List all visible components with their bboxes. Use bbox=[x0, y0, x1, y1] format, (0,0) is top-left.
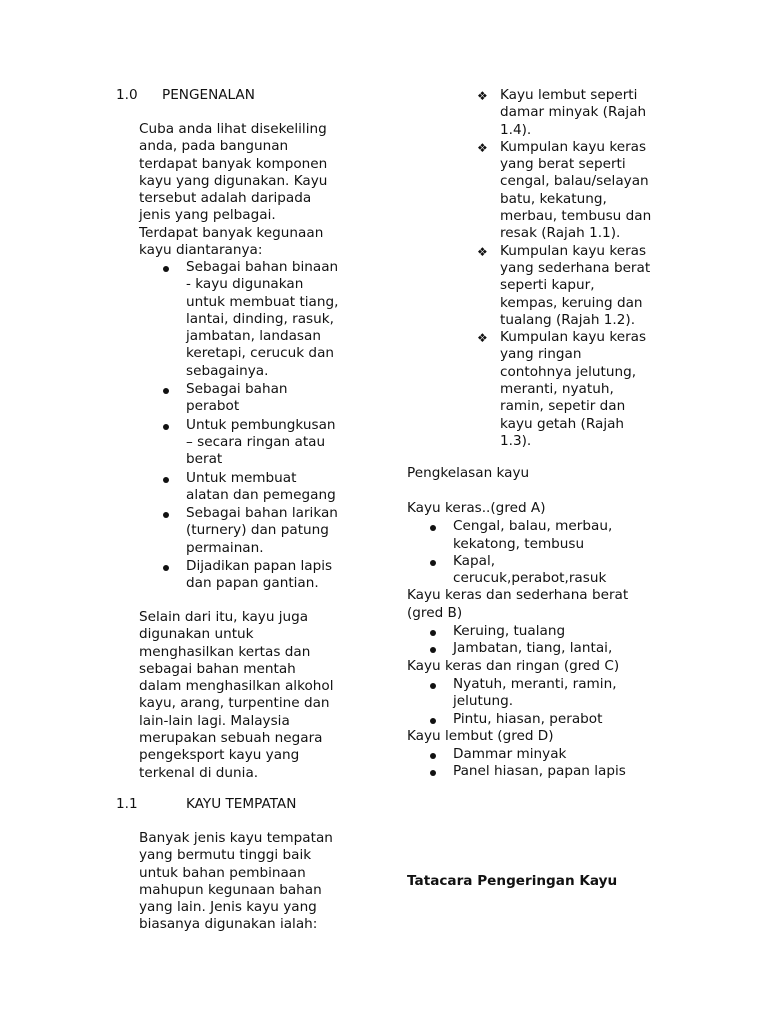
text-line: 1.3). bbox=[500, 432, 532, 449]
text-line: kayu, arang, turpentine dan bbox=[139, 695, 330, 712]
list-item bbox=[477, 87, 685, 139]
text-line: ramin, sepetir dan bbox=[500, 398, 626, 415]
text-line: permainan. bbox=[186, 539, 264, 556]
section-heading-pengenalan bbox=[116, 87, 255, 104]
text-line: sebagai bahan mentah bbox=[139, 660, 296, 677]
bullet-icon bbox=[163, 477, 169, 483]
grade-items bbox=[407, 518, 687, 587]
text-line: jelutung. bbox=[453, 693, 514, 710]
text-line: kayu diantaranya: bbox=[139, 242, 263, 259]
list-item bbox=[477, 242, 685, 329]
list-item bbox=[453, 746, 687, 763]
text-line: Banyak jenis kayu tempatan bbox=[139, 830, 333, 846]
text-line: kempas, keruing dan bbox=[500, 294, 643, 311]
text-line: Terdapat banyak kegunaan bbox=[139, 224, 324, 241]
list-item bbox=[453, 623, 687, 640]
text-line: kayu yang digunakan. Kayu bbox=[139, 172, 328, 189]
list-item bbox=[453, 518, 687, 553]
text-line: yang bermutu tinggi baik bbox=[139, 847, 312, 864]
list-item bbox=[186, 505, 386, 557]
text-line: pengeksport kayu yang bbox=[139, 747, 300, 764]
text-line: Keruing, tualang bbox=[453, 623, 566, 640]
bullet-icon bbox=[163, 424, 169, 430]
text-line: tualang (Rajah 1.2). bbox=[500, 311, 636, 328]
text-line: Kumpulan kayu keras bbox=[500, 242, 647, 259]
text-line: untuk bahan pembinaan bbox=[139, 864, 306, 881]
bullet-icon bbox=[430, 770, 436, 776]
list-item bbox=[453, 763, 687, 780]
text-line: untuk membuat tiang, bbox=[186, 293, 339, 310]
text-line: lain-lain lagi. Malaysia bbox=[139, 712, 290, 729]
text-line: yang ringan bbox=[500, 346, 582, 363]
text-line: mahupun kegunaan bahan bbox=[139, 881, 322, 898]
grade-items bbox=[407, 623, 687, 658]
text-line: kekatong, tembusu bbox=[453, 535, 585, 552]
uses-list bbox=[186, 259, 386, 593]
list-item bbox=[186, 470, 386, 505]
bullet-icon bbox=[163, 266, 169, 272]
intro-paragraph bbox=[139, 121, 379, 259]
list-item bbox=[453, 711, 687, 728]
section-number: 1.1 bbox=[116, 796, 138, 812]
bullet-icon bbox=[430, 683, 436, 689]
diamond-bullet-icon: ❖ bbox=[477, 331, 488, 346]
text-line: dan papan gantian. bbox=[186, 575, 319, 592]
text-line: anda, pada bangunan bbox=[139, 138, 289, 155]
text-line: yang sederhana berat bbox=[500, 259, 651, 276]
bullet-icon bbox=[430, 753, 436, 759]
bullet-icon bbox=[430, 718, 436, 724]
grade-title: Kayu keras..(gred A) bbox=[407, 500, 546, 516]
text-line: meranti, nyatuh, bbox=[500, 381, 614, 398]
text-line: Kayu lembut seperti bbox=[500, 87, 638, 103]
text-line: seperti kapur, bbox=[500, 277, 595, 294]
text-line: Dijadikan papan lapis bbox=[186, 558, 333, 575]
text-line: Kumpulan kayu keras bbox=[500, 329, 647, 346]
list-item bbox=[453, 676, 687, 711]
text-line: Sebagai bahan bbox=[186, 381, 288, 398]
text-line: cengal, balau/selayan bbox=[500, 173, 649, 190]
text-line: Kapal, bbox=[453, 552, 496, 569]
text-line: Pintu, hiasan, perabot bbox=[453, 710, 603, 727]
list-item bbox=[477, 138, 685, 243]
text-line: merbau, tembusu dan bbox=[500, 208, 652, 225]
text-line: berat bbox=[186, 451, 223, 468]
text-line: resak (Rajah 1.1). bbox=[500, 225, 621, 242]
text-line: 1.4). bbox=[500, 121, 532, 138]
text-line: tersebut adalah daripada bbox=[139, 190, 312, 207]
list-item bbox=[186, 381, 386, 416]
bullet-icon bbox=[430, 630, 436, 636]
text-line: jambatan, landasan bbox=[186, 328, 321, 345]
text-line: biasanya digunakan ialah: bbox=[139, 916, 318, 933]
diamond-bullet-icon: ❖ bbox=[477, 140, 488, 155]
list-item bbox=[186, 558, 386, 593]
list-item bbox=[186, 259, 386, 380]
list-item bbox=[453, 640, 687, 657]
text-line: Nyatuh, meranti, ramin, bbox=[453, 675, 617, 692]
text-line: Dammar minyak bbox=[453, 746, 567, 763]
text-line: - kayu digunakan bbox=[186, 276, 304, 293]
text-line: terkenal di dunia. bbox=[139, 764, 259, 781]
grade-title: Kayu keras dan ringan (gred C) bbox=[407, 657, 620, 674]
diamond-bullet-icon: ❖ bbox=[477, 244, 488, 259]
diamond-bullet-icon: ❖ bbox=[477, 89, 488, 103]
section-number: 1.0 bbox=[116, 87, 138, 103]
text-line: Cuba anda lihat disekeliling bbox=[139, 121, 327, 137]
text-line: Sebagai bahan larikan bbox=[186, 505, 338, 522]
text-line: cerucuk,perabot,rasuk bbox=[453, 570, 607, 587]
text-line: Kumpulan kayu keras bbox=[500, 138, 647, 155]
section-heading-kayu-tempatan bbox=[116, 796, 296, 813]
text-line: yang lain. Jenis kayu yang bbox=[139, 899, 317, 916]
text-line: (turnery) dan patung bbox=[186, 522, 329, 539]
kayu-tempatan-paragraph bbox=[139, 830, 379, 934]
text-line: yang berat seperti bbox=[500, 156, 626, 173]
text-line: Untuk membuat bbox=[186, 469, 297, 486]
text-line: Untuk pembungkusan bbox=[186, 416, 336, 433]
bullet-icon bbox=[163, 512, 169, 518]
bullet-icon bbox=[163, 388, 169, 394]
text-line: Jambatan, tiang, lantai, bbox=[453, 640, 613, 657]
section-title: PENGENALAN bbox=[162, 87, 255, 103]
text-line: digunakan untuk bbox=[139, 626, 254, 643]
grade-title: Kayu lembut (gred D) bbox=[407, 727, 554, 744]
text-line: lantai, dinding, rasuk, bbox=[186, 310, 334, 327]
text-line: damar minyak (Rajah bbox=[500, 104, 647, 121]
text-line: – secara ringan atau bbox=[186, 433, 326, 450]
text-line: menghasilkan kertas dan bbox=[139, 643, 311, 660]
bullet-icon bbox=[430, 525, 436, 531]
bullet-icon bbox=[430, 560, 436, 566]
text-line: contohnya jelutung, bbox=[500, 363, 637, 380]
text-line: merupakan sebuah negara bbox=[139, 730, 323, 747]
closing-paragraph bbox=[139, 609, 379, 782]
wood-types-list bbox=[477, 87, 685, 450]
grade-title: (gred B) bbox=[407, 604, 463, 621]
text-line: kayu getah (Rajah bbox=[500, 415, 625, 432]
grade-title: Kayu keras dan sederhana berat bbox=[407, 587, 629, 604]
grades-section bbox=[407, 500, 687, 781]
section-title: KAYU TEMPATAN bbox=[186, 796, 297, 812]
text-line: batu, kekatung, bbox=[500, 190, 607, 207]
list-item bbox=[453, 553, 687, 588]
text-line: keretapi, cerucuk dan bbox=[186, 345, 335, 362]
text-line: perabot bbox=[186, 398, 240, 415]
text-line: Panel hiasan, papan lapis bbox=[453, 763, 626, 780]
text-line: Selain dari itu, kayu juga bbox=[139, 609, 309, 625]
text-line: dalam menghasilkan alkohol bbox=[139, 678, 334, 695]
text-line: Sebagai bahan binaan bbox=[186, 259, 339, 275]
text-line: jenis yang pelbagai. bbox=[139, 207, 276, 224]
classification-title: Pengkelasan kayu bbox=[407, 465, 530, 481]
bullet-icon bbox=[430, 647, 436, 653]
bullet-icon bbox=[163, 565, 169, 571]
list-item bbox=[477, 329, 685, 450]
list-item bbox=[186, 417, 386, 469]
text-line: terdapat banyak komponen bbox=[139, 155, 328, 172]
text-line: sebagainya. bbox=[186, 362, 269, 379]
drying-title: Tatacara Pengeringan Kayu bbox=[407, 873, 618, 889]
grade-items bbox=[407, 676, 687, 728]
grade-items bbox=[407, 746, 687, 781]
text-line: Cengal, balau, merbau, bbox=[453, 518, 613, 535]
text-line: alatan dan pemegang bbox=[186, 486, 336, 503]
